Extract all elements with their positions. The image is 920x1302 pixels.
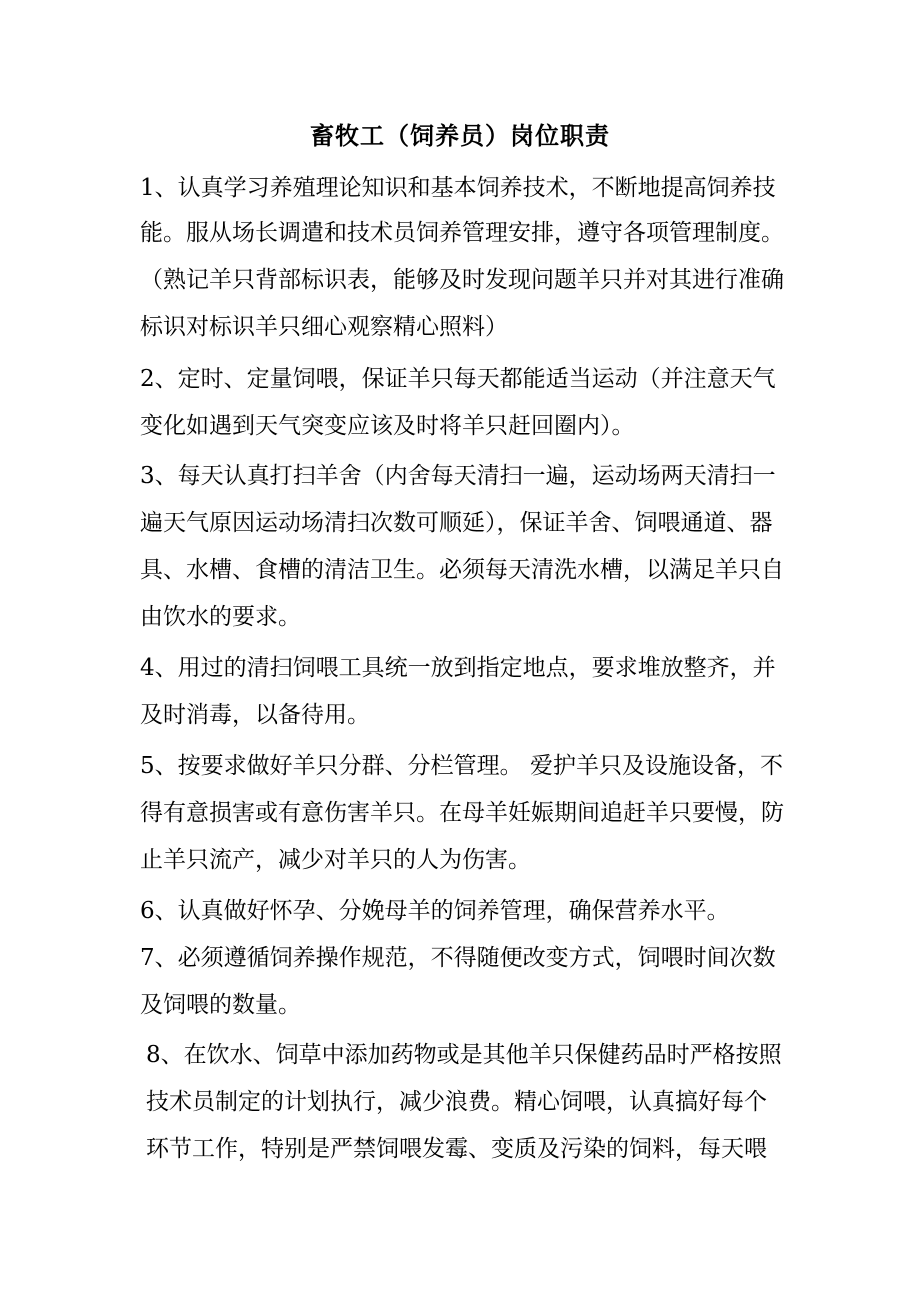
- text-line: 7、必须遵循饲养操作规范，不得随便改变方式，饲喂时间次数: [140, 945, 776, 971]
- text-line: 3、每天认真打扫羊舍（内舍每天清扫一遍，运动场两天清扫一: [140, 463, 776, 489]
- text-line: 变化如遇到天气突变应该及时将羊只赶回圈内）。: [140, 413, 635, 439]
- document-title: 畜牧工（饲养员）岗位职责: [310, 121, 610, 150]
- text-line: 6、认真做好怀孕、分娩母羊的饲养管理，确保营养水平。: [140, 898, 730, 924]
- text-line: 8、在饮水、饲草中添加药物或是其他羊只保健药品时严格按照: [146, 1042, 782, 1068]
- text-line: 及饲喂的数量。: [140, 992, 301, 1018]
- text-line: 得有意损害或有意伤害羊只。在母羊妊娠期间追赶羊只要慢，防: [140, 800, 784, 826]
- text-line: 由饮水的要求。: [140, 604, 301, 630]
- text-line: 环节工作，特别是严禁饲喂发霉、变质及污染的饲料，每天喂: [146, 1136, 767, 1162]
- text-line: 及时消毒，以备待用。: [140, 702, 370, 728]
- text-line: 具、水槽、食槽的清洁卫生。必须每天清洗水槽，以满足羊只自: [140, 557, 784, 583]
- text-line: 遍天气原因运动场清扫次数可顺延），保证羊舍、饲喂通道、器: [140, 510, 773, 536]
- text-line: 4、用过的清扫饲喂工具统一放到指定地点，要求堆放整齐，并: [140, 655, 776, 681]
- text-line: 标识对标识羊只细心观察精心照料）: [140, 314, 508, 340]
- text-line: 技术员制定的计划执行，减少浪费。精心饲喂，认真搞好每个: [146, 1089, 767, 1115]
- text-line: 能。服从场长调遣和技术员饲养管理安排，遵守各项管理制度。: [140, 220, 784, 246]
- text-line: （熟记羊只背部标识表，能够及时发现问题羊只并对其进行准确: [140, 267, 784, 293]
- text-line: 5、按要求做好羊只分群、分栏管理。 爱护羊只及设施设备，不: [140, 753, 783, 779]
- text-line: 1、认真学习养殖理论知识和基本饲养技术，不断地提高饲养技: [140, 175, 776, 201]
- text-line: 止羊只流产，减少对羊只的人为伤害。: [140, 847, 531, 873]
- text-line: 2、定时、定量饲喂，保证羊只每天都能适当运动（并注意天气: [140, 366, 776, 392]
